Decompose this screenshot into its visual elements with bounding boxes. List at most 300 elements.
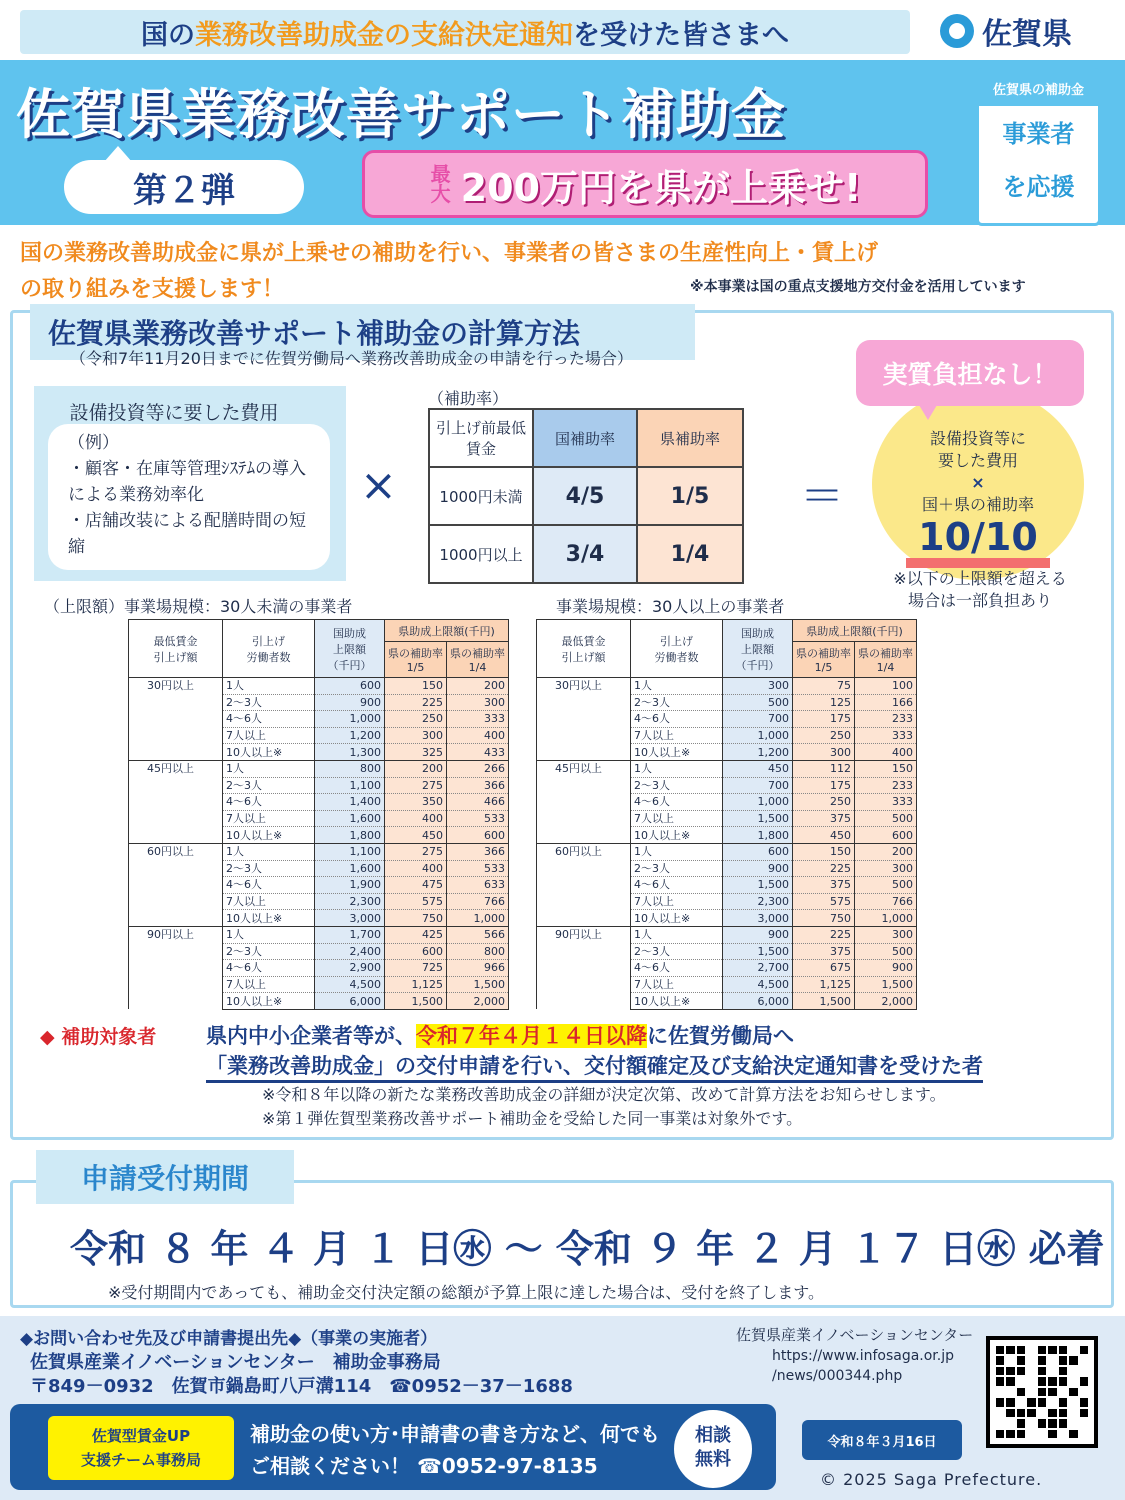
pref-limit-14-cell: 200 (447, 678, 509, 695)
qr-module (1006, 1367, 1014, 1375)
pref-limit-15-cell: 275 (385, 843, 447, 860)
circle-note-2: 場合は一部負担あり (907, 591, 1052, 610)
eligible-line-1 (206, 1020, 794, 1050)
qr-module (1017, 1377, 1025, 1385)
head-pref-15 (385, 642, 447, 678)
pref-limit-14-cell: 400 (447, 727, 509, 744)
cost-examples (48, 424, 330, 570)
national-limit-cell: 600 (723, 843, 793, 860)
national-limit-cell: 3,000 (315, 910, 385, 927)
national-limit-cell: 2,900 (315, 960, 385, 977)
national-limit-cell: 2,400 (315, 943, 385, 960)
limit-table-large (536, 619, 917, 1010)
intro-line-2: の取り組みを支援します！ (20, 277, 285, 302)
cost-title: 設備投資等に要した費用 (69, 402, 279, 424)
pref-limit-14-cell: 166 (855, 694, 917, 711)
table-row (537, 926, 917, 943)
qr-module (1038, 1388, 1046, 1396)
head-nat-a: 国助成 (333, 626, 366, 640)
multiply-sign: × (360, 460, 397, 511)
equals-sign: ＝ (800, 471, 844, 522)
head-pref-15 (793, 642, 855, 678)
qr-module (1069, 1388, 1077, 1396)
wage-group: 30円以上 (537, 678, 631, 761)
head-nat-a: 国助成 (741, 626, 774, 640)
qr-module (1006, 1409, 1014, 1417)
workers-cell: 4～6人 (223, 711, 315, 728)
qr-module (1027, 1346, 1035, 1354)
pref-limit-14-cell: 266 (447, 760, 509, 777)
head-pref-14-a: 県の補助率 (450, 647, 505, 660)
national-limit-cell: 1,000 (723, 727, 793, 744)
head-pref-14 (855, 642, 917, 678)
pref-limit-15-cell: 225 (385, 694, 447, 711)
qr-module (1006, 1388, 1014, 1396)
national-limit-cell: 1,900 (315, 877, 385, 894)
pref-limit-14-cell: 300 (855, 926, 917, 943)
pref-limit-15-cell: 375 (793, 810, 855, 827)
qr-module (1080, 1398, 1088, 1406)
qr-module (1038, 1377, 1046, 1385)
badge-mid: 事業者 (1002, 120, 1075, 148)
national-limit-cell: 900 (315, 694, 385, 711)
head-workers (631, 620, 723, 678)
workers-cell: 10人以上※ (223, 993, 315, 1010)
qr-code[interactable] (986, 1336, 1098, 1448)
head-nat-b: 上限額 (741, 642, 774, 656)
head-pref-limit: 県助成上限額(千円) (385, 620, 509, 642)
workers-cell: 7人以上 (631, 976, 723, 993)
workers-cell: 10人以上※ (223, 827, 315, 844)
pref-limit-15-cell: 112 (793, 760, 855, 777)
national-limit-cell: 1,600 (315, 860, 385, 877)
pref-limit-15-cell: 1,500 (793, 993, 855, 1010)
pref-limit-14-cell: 233 (855, 777, 917, 794)
head-nat-c: （千円） (735, 658, 780, 672)
qr-module (996, 1398, 1004, 1406)
wage-group: 90円以上 (129, 926, 223, 1009)
eligible-note-1: ※令和８年以降の新たな業務改善助成金の詳細が決定次第、改めて計算方法をお知らせします。 (262, 1085, 946, 1104)
period-date: 令和 ８ 年 ４ 月 １ 日㊌ ～ 令和 ９ 年 ２ 月 １７ 日㊌ 必着 (70, 1227, 1105, 1271)
page-title: 佐賀県業務改善サポート補助金 (16, 83, 786, 146)
cost-example-label: （例） (68, 433, 119, 453)
copyright: © 2025 Saga Prefecture. (820, 1470, 1043, 1489)
national-limit-cell: 2,700 (723, 960, 793, 977)
pref-limit-15-cell: 350 (385, 794, 447, 811)
national-limit-cell: 300 (723, 678, 793, 695)
pref-limit-14-cell: 333 (447, 711, 509, 728)
circle-note (870, 568, 1090, 612)
pref-limit-14-cell: 100 (855, 678, 917, 695)
pref-limit-14-cell: 333 (855, 794, 917, 811)
national-limit-cell: 900 (723, 926, 793, 943)
national-limit-cell: 1,800 (315, 827, 385, 844)
workers-cell: 7人以上 (631, 810, 723, 827)
intro-line-1: 国の業務改善助成金に県が上乗せの補助を行い、事業者の皆さまの生産性向上・賃上げ (20, 241, 879, 266)
head-pref-14 (447, 642, 509, 678)
national-limit-cell: 900 (723, 860, 793, 877)
workers-cell: 10人以上※ (631, 993, 723, 1010)
head-workers-a: 引上げ (252, 634, 285, 648)
qr-module (1017, 1430, 1025, 1438)
pref-limit-14-cell: 566 (447, 926, 509, 943)
qr-module (1059, 1356, 1067, 1364)
issue-date: 令和８年３月16日 (802, 1420, 962, 1460)
circle-times: × (971, 473, 985, 492)
pref-limit-15-cell: 450 (793, 827, 855, 844)
workers-cell: 4～6人 (631, 960, 723, 977)
qr-module (1048, 1388, 1056, 1396)
qr-module (1069, 1377, 1077, 1385)
qr-module (1069, 1398, 1077, 1406)
rate-prefecture: 1/4 (637, 525, 743, 583)
workers-cell: 7人以上 (631, 727, 723, 744)
contact-org: 佐賀県産業イノベーションセンター 補助金事務局 (30, 1352, 441, 1373)
workers-cell: 10人以上※ (631, 910, 723, 927)
qr-module (1048, 1367, 1056, 1375)
pref-limit-15-cell: 1,125 (793, 976, 855, 993)
qr-module (1080, 1377, 1088, 1385)
national-limit-cell: 1,000 (315, 711, 385, 728)
free-word: 無料 (695, 1449, 731, 1470)
circle-line-4: 国＋県の補助率 (921, 495, 1034, 514)
badge-bottom: を応援 (1002, 173, 1075, 201)
national-limit-cell: 1,200 (723, 744, 793, 761)
qr-module (1048, 1409, 1056, 1417)
intro-text (20, 236, 1110, 308)
pref-limit-14-cell: 150 (855, 760, 917, 777)
workers-cell: 1人 (631, 843, 723, 860)
pref-limit-15-cell: 375 (793, 943, 855, 960)
qr-module (1017, 1346, 1025, 1354)
workers-cell: 1人 (223, 843, 315, 860)
qr-module (1080, 1419, 1088, 1427)
wage-group: 90円以上 (537, 926, 631, 1009)
qr-module (996, 1419, 1004, 1427)
pref-limit-15-cell: 325 (385, 744, 447, 761)
workers-cell: 2～3人 (223, 777, 315, 794)
head-pref-14-b: 1/4 (876, 661, 895, 674)
qr-module (996, 1430, 1004, 1438)
head-pref-15-b: 1/5 (814, 661, 833, 674)
pref-limit-15-cell: 750 (793, 910, 855, 927)
qr-module (1069, 1419, 1077, 1427)
qr-module (1069, 1356, 1077, 1364)
national-limit-cell: 1,800 (723, 827, 793, 844)
qr-module (1017, 1398, 1025, 1406)
consult-line-1: 補助金の使い方･申請書の書き方など、何でも (250, 1422, 660, 1446)
head-national-limit (723, 620, 793, 678)
pref-limit-14-cell: 300 (855, 860, 917, 877)
pref-limit-14-cell: 633 (447, 877, 509, 894)
pref-limit-15-cell: 125 (793, 694, 855, 711)
pref-limit-14-cell: 500 (855, 877, 917, 894)
qr-module (1038, 1367, 1046, 1375)
max-label: 最大 (430, 162, 451, 206)
eligible-text-a: 県内中小企業者等が、 (206, 1024, 416, 1048)
pref-limit-15-cell: 300 (793, 744, 855, 761)
pref-limit-14-cell: 766 (447, 893, 509, 910)
wage-group: 60円以上 (129, 843, 223, 926)
national-limit-cell: 1,400 (315, 794, 385, 811)
consult-line-2: ご相談ください！ ☎0952-97-8135 (250, 1454, 598, 1478)
workers-cell: 2～3人 (223, 860, 315, 877)
qr-module (1080, 1367, 1088, 1375)
pref-limit-15-cell: 575 (793, 893, 855, 910)
center-name: 佐賀県産業イノベーションセンター (736, 1326, 974, 1344)
table-row (537, 843, 917, 860)
pref-limit-15-cell: 425 (385, 926, 447, 943)
pref-limit-14-cell: 1,500 (855, 976, 917, 993)
support-badge (976, 68, 1101, 226)
pref-limit-14-cell: 2,000 (447, 993, 509, 1010)
pref-limit-15-cell: 750 (385, 910, 447, 927)
workers-cell: 2～3人 (631, 860, 723, 877)
national-limit-cell: 700 (723, 711, 793, 728)
intro-note: ※本事業は国の重点支援地方交付金を活用しています (690, 279, 1026, 295)
qr-module (1027, 1356, 1035, 1364)
national-limit-cell: 4,500 (723, 976, 793, 993)
calc-subtitle: （令和7年11月20日までに佐賀労働局へ業務改善助成金の申請を行った場合） (70, 349, 633, 368)
national-limit-cell: 6,000 (315, 993, 385, 1010)
contact-address: 〒849－0932 佐賀市鍋島町八戸溝114 ☎0952－37－1688 (30, 1376, 573, 1397)
workers-cell: 1人 (631, 678, 723, 695)
workers-cell: 4～6人 (223, 960, 315, 977)
audience-pre: 国の (141, 19, 195, 51)
table-row (129, 678, 509, 695)
rate-head-national: 国補助率 (533, 409, 637, 467)
workers-cell: 1人 (223, 760, 315, 777)
rate-prefecture: 1/5 (637, 467, 743, 525)
head-pref-15-a: 県の補助率 (796, 647, 851, 660)
table-row (129, 843, 509, 860)
pref-limit-14-cell: 366 (447, 777, 509, 794)
workers-cell: 7人以上 (223, 976, 315, 993)
rate-cond: 1000円未満 (429, 467, 533, 525)
head-nat-b: 上限額 (333, 642, 366, 656)
pref-limit-14-cell: 500 (855, 810, 917, 827)
center-url-1[interactable]: https://www.infosaga.or.jp (772, 1348, 955, 1364)
head-national-limit (315, 620, 385, 678)
workers-cell: 2～3人 (223, 943, 315, 960)
qr-module (1006, 1398, 1014, 1406)
workers-cell: 4～6人 (631, 711, 723, 728)
workers-cell: 2～3人 (631, 694, 723, 711)
pref-limit-14-cell: 300 (447, 694, 509, 711)
national-limit-cell: 3,000 (723, 910, 793, 927)
head-nat-c: （千円） (327, 658, 372, 672)
qr-module (1038, 1419, 1046, 1427)
pref-limit-15-cell: 225 (793, 926, 855, 943)
wage-group: 45円以上 (537, 760, 631, 843)
national-limit-cell: 450 (723, 760, 793, 777)
qr-module (996, 1377, 1004, 1385)
qr-module (1038, 1430, 1046, 1438)
qr-module (1006, 1346, 1014, 1354)
pref-limit-14-cell: 2,000 (855, 993, 917, 1010)
cost-example-1: ・顧客・在庫等管理ｼｽﾃﾑの導入による業務効率化 (68, 459, 306, 505)
pref-limit-15-cell: 1,125 (385, 976, 447, 993)
pref-limit-15-cell: 300 (385, 727, 447, 744)
qr-module (1059, 1377, 1067, 1385)
head-workers-b: 労働者数 (246, 650, 291, 664)
national-limit-cell: 1,500 (723, 877, 793, 894)
qr-module (1027, 1377, 1035, 1385)
workers-cell: 10人以上※ (223, 910, 315, 927)
workers-cell: 4～6人 (631, 794, 723, 811)
calc-title: 佐賀県業務改善サポート補助金の計算方法 (30, 304, 695, 360)
pref-limit-15-cell: 75 (793, 678, 855, 695)
pref-limit-14-cell: 400 (855, 744, 917, 761)
pref-limit-14-cell: 600 (447, 827, 509, 844)
logo-text: 佐賀県 (982, 17, 1072, 52)
qr-module (1038, 1409, 1046, 1417)
max-message: 200万円を県が上乗せ! (460, 165, 862, 210)
qr-module (1027, 1430, 1035, 1438)
qr-module (1048, 1377, 1056, 1385)
national-limit-cell: 2,300 (315, 893, 385, 910)
limit-table-small (128, 619, 509, 1010)
qr-module (1006, 1430, 1014, 1438)
qr-module (1048, 1419, 1056, 1427)
pref-limit-15-cell: 250 (793, 727, 855, 744)
pref-limit-14-cell: 333 (855, 727, 917, 744)
workers-cell: 4～6人 (223, 877, 315, 894)
workers-cell: 2～3人 (631, 777, 723, 794)
qr-module (1027, 1398, 1035, 1406)
national-limit-cell: 1,000 (723, 794, 793, 811)
audience-highlight: 業務改善助成金の支給決定通知 (195, 19, 573, 51)
national-limit-cell: 1,600 (315, 810, 385, 827)
head-wage-a: 最低賃金 (153, 634, 198, 648)
pref-limit-15-cell: 1,500 (385, 993, 447, 1010)
workers-cell: 2～3人 (631, 943, 723, 960)
pref-limit-14-cell: 766 (855, 893, 917, 910)
qr-module (996, 1409, 1004, 1417)
qr-module (1080, 1430, 1088, 1438)
table-row (537, 760, 917, 777)
qr-module (1006, 1356, 1014, 1364)
workers-cell: 1人 (223, 678, 315, 695)
qr-module (1080, 1388, 1088, 1396)
rate-national: 3/4 (533, 525, 637, 583)
pref-limit-14-cell: 500 (855, 943, 917, 960)
qr-module (1080, 1356, 1088, 1364)
circle-ratio: 10/10 (906, 516, 1050, 568)
head-pref-14-a: 県の補助率 (858, 647, 913, 660)
pref-limit-14-cell: 466 (447, 794, 509, 811)
workers-cell: 10人以上※ (223, 744, 315, 761)
qr-module (1017, 1367, 1025, 1375)
pref-limit-14-cell: 900 (855, 960, 917, 977)
qr-module (996, 1367, 1004, 1375)
no-burden-bubble: 実質負担なし！ (856, 340, 1084, 406)
rate-head-wage: 引上げ前最低賃金 (429, 409, 533, 467)
qr-module (996, 1356, 1004, 1364)
saga-emblem-icon (940, 14, 974, 48)
period-title: 申請受付期間 (36, 1150, 294, 1204)
circle-line-1: 設備投資等に (929, 429, 1026, 448)
team-line-1: 佐賀型賃金UP (91, 1427, 191, 1445)
consult-banner (10, 1404, 776, 1490)
qr-module (1069, 1430, 1077, 1438)
saga-logo (940, 6, 1120, 56)
team-line-2: 支援チーム事務局 (80, 1451, 201, 1469)
head-workers-b: 労働者数 (654, 650, 699, 664)
pref-limit-14-cell: 533 (447, 860, 509, 877)
qr-module (1069, 1367, 1077, 1375)
qr-module (1017, 1356, 1025, 1364)
national-limit-cell: 1,500 (723, 810, 793, 827)
pref-limit-15-cell: 725 (385, 960, 447, 977)
free-consult-circle (674, 1410, 752, 1488)
qr-module (1048, 1346, 1056, 1354)
head-pref-limit: 県助成上限額(千円) (793, 620, 917, 642)
eligible-note-2: ※第１弾佐賀型業務改善サポート補助金を受給した同一事業は対象外です。 (262, 1109, 803, 1128)
pref-limit-15-cell: 200 (385, 760, 447, 777)
head-pref-14-b: 1/4 (468, 661, 487, 674)
qr-module (1048, 1356, 1056, 1364)
pref-limit-14-cell: 233 (855, 711, 917, 728)
national-limit-cell: 2,300 (723, 893, 793, 910)
qr-module (1059, 1419, 1067, 1427)
consult-word: 相談 (695, 1425, 731, 1446)
qr-module (1027, 1419, 1035, 1427)
table-row (537, 678, 917, 695)
head-wage (537, 620, 631, 678)
pref-limit-14-cell: 800 (447, 943, 509, 960)
qr-module (1017, 1419, 1025, 1427)
pref-limit-15-cell: 600 (385, 943, 447, 960)
table-row (129, 760, 509, 777)
eligible-line-2: 「業務改善助成金」の交付申請を行い、交付額確定及び支給決定通知書を受けた者 (206, 1050, 983, 1083)
workers-cell: 7人以上 (223, 727, 315, 744)
pref-limit-15-cell: 175 (793, 777, 855, 794)
national-limit-cell: 1,500 (723, 943, 793, 960)
workers-cell: 7人以上 (223, 810, 315, 827)
pref-limit-14-cell: 1,000 (447, 910, 509, 927)
circle-note-1: ※以下の上限額を超える (893, 569, 1067, 588)
pref-limit-15-cell: 275 (385, 777, 447, 794)
national-limit-cell: 1,200 (315, 727, 385, 744)
center-url-2[interactable]: /news/000344.php (772, 1368, 903, 1384)
pref-limit-14-cell: 366 (447, 843, 509, 860)
pref-limit-15-cell: 675 (793, 960, 855, 977)
workers-cell: 1人 (631, 926, 723, 943)
qr-module (1069, 1346, 1077, 1354)
qr-module (1059, 1388, 1067, 1396)
qr-module (1080, 1346, 1088, 1354)
qr-module (1006, 1419, 1014, 1427)
head-pref-15-a: 県の補助率 (388, 647, 443, 660)
pref-limit-14-cell: 433 (447, 744, 509, 761)
pref-limit-15-cell: 475 (385, 877, 447, 894)
result-circle (872, 388, 1084, 580)
pref-limit-15-cell: 375 (793, 877, 855, 894)
national-limit-cell: 600 (315, 678, 385, 695)
wage-group: 60円以上 (537, 843, 631, 926)
limit-label-small: （上限額）事業場規模：30人未満の事業者 (44, 597, 353, 616)
max-amount-banner (362, 150, 928, 218)
pref-limit-15-cell: 250 (385, 711, 447, 728)
wage-group: 30円以上 (129, 678, 223, 761)
qr-module (1017, 1409, 1025, 1417)
audience-post: を受けた皆さまへ (573, 19, 789, 51)
qr-module (1038, 1356, 1046, 1364)
pref-limit-14-cell: 1,000 (855, 910, 917, 927)
qr-module (1080, 1409, 1088, 1417)
qr-module (1027, 1409, 1035, 1417)
